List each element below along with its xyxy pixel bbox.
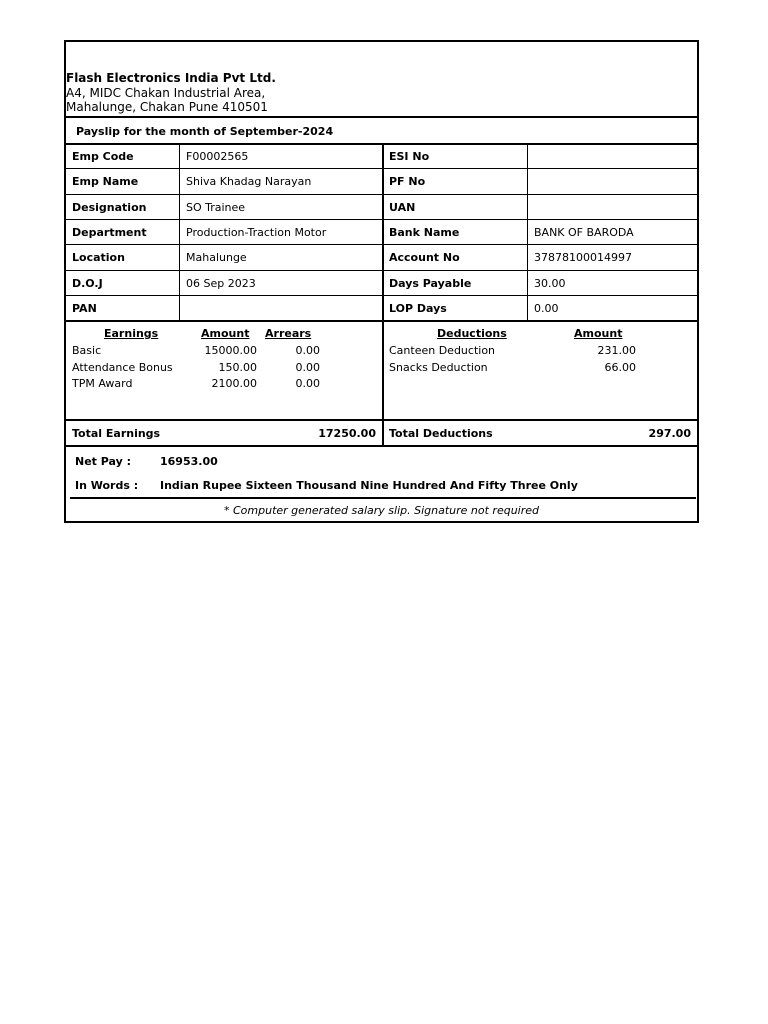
earning-name: Attendance Bonus [72, 360, 173, 374]
detail-label: Days Payable [389, 277, 472, 290]
detail-value: F00002565 [186, 150, 249, 163]
in-words-value: Indian Rupee Sixteen Thousand Nine Hundred And Fifty Three Only [160, 479, 578, 492]
deductions-amount-header: Amount [574, 327, 623, 340]
earning-arrears: 0.00 [295, 360, 320, 374]
detail-value: 37878100014997 [534, 251, 632, 264]
details-column-line [179, 143, 180, 320]
total-earnings-value: 17250.00 [318, 427, 376, 440]
detail-value: SO Trainee [186, 201, 246, 214]
detail-value: 0.00 [534, 302, 559, 315]
header-divider [66, 116, 697, 118]
deduction-name: Snacks Deduction [389, 360, 488, 374]
earning-amount: 150.00 [218, 360, 257, 374]
detail-label: Bank Name [389, 226, 460, 239]
detail-label: Location [72, 251, 125, 264]
detail-label: LOP Days [389, 302, 447, 315]
net-pay-value: 16953.00 [160, 455, 218, 468]
deduction-amount: 231.00 [597, 344, 636, 357]
earnings-deductions-divider [382, 320, 384, 446]
detail-value: Production-Traction Motor [186, 226, 327, 239]
earning-amount: 2100.00 [211, 377, 257, 390]
company-name: Flash Electronics India Pvt Ltd. [66, 71, 276, 85]
detail-label: Emp Code [72, 150, 134, 163]
company-address-line2: Mahalunge, Chakan Pune 410501 [66, 100, 268, 114]
earnings-amount-header: Amount [201, 327, 250, 340]
earnings-arrears-header: Arrears [265, 327, 312, 340]
detail-label: D.O.J [72, 277, 103, 290]
detail-value: Shiva Khadag Narayan [186, 175, 312, 188]
deduction-name: Canteen Deduction [389, 344, 496, 357]
payslip [64, 40, 699, 523]
payslip-title: Payslip for the month of September-2024 [76, 125, 334, 138]
details-column-line [527, 143, 528, 320]
deduction-amount: 66.00 [604, 360, 636, 374]
total-deductions-value: 297.00 [648, 427, 691, 440]
detail-label: Designation [72, 201, 147, 214]
detail-label: UAN [389, 201, 416, 214]
earning-arrears: 0.00 [295, 377, 320, 390]
detail-label: Account No [389, 251, 460, 264]
total-deductions-label: Total Deductions [389, 427, 493, 440]
earning-name: TPM Award [72, 377, 133, 390]
earning-name: Basic [72, 344, 102, 357]
in-words-label: In Words : [75, 479, 139, 492]
detail-value: BANK OF BARODA [534, 226, 634, 239]
earnings-header: Earnings [104, 327, 159, 340]
details-column-line [382, 143, 384, 320]
detail-label: Emp Name [72, 175, 139, 188]
detail-label: PAN [72, 302, 97, 315]
footer-note: * Computer generated salary slip. Signature not required [224, 504, 539, 517]
earning-amount: 15000.00 [204, 344, 257, 357]
total-earnings-label: Total Earnings [72, 427, 161, 440]
deductions-header: Deductions [437, 327, 507, 340]
detail-label: Department [72, 226, 147, 239]
earning-arrears: 0.00 [295, 344, 320, 357]
company-address-line1: A4, MIDC Chakan Industrial Area, [66, 86, 266, 100]
detail-value: Mahalunge [186, 251, 247, 264]
totals-bottom-line [66, 445, 697, 447]
detail-value: 30.00 [534, 277, 566, 290]
detail-label: PF No [389, 175, 426, 188]
detail-value: 06 Sep 2023 [186, 277, 256, 290]
net-pay-divider [70, 497, 696, 499]
totals-top-line [66, 419, 697, 421]
detail-label: ESI No [389, 150, 430, 163]
net-pay-label: Net Pay : [75, 455, 132, 468]
